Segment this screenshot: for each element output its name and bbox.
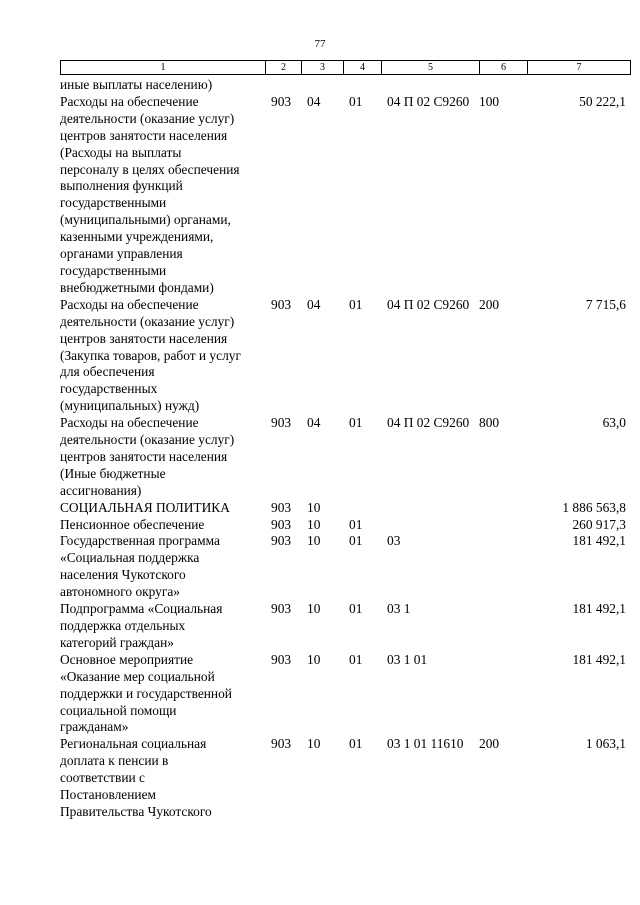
cell-col4: 01	[349, 296, 363, 312]
cell-col2: 903	[271, 533, 292, 549]
cell-col7: 7 715,6	[585, 296, 626, 312]
cell-col4: 01	[349, 516, 363, 532]
cell-col6: 200	[479, 736, 500, 752]
cell-col5: 04 П 02 С9260	[387, 296, 470, 312]
table-row	[60, 601, 630, 652]
cell-description: Расходы на обеспечение деятельности (оказание услуг) центров занятости населения (Иные бюджетные ассигнования)	[60, 415, 235, 498]
cell-col2	[265, 77, 301, 94]
cell-col6	[479, 601, 527, 652]
cell-col6: 100	[479, 93, 500, 109]
cell-col3: 10	[307, 516, 321, 532]
table-row	[60, 94, 630, 297]
cell-col2: 903	[271, 499, 292, 515]
cell-col6	[479, 500, 527, 517]
cell-col4: 01	[349, 601, 363, 617]
cell-col6: 200	[479, 296, 500, 312]
table-row	[60, 297, 630, 415]
cell-col4: 01	[349, 415, 363, 431]
cell-col5: 04 П 02 С9260	[387, 93, 470, 109]
cell-col7: 181 492,1	[572, 651, 626, 667]
cell-col7: 181 492,1	[572, 533, 626, 549]
column-header-4: 4	[344, 61, 382, 75]
cell-col3: 10	[307, 533, 321, 549]
cell-col3: 10	[307, 499, 321, 515]
cell-col2: 903	[271, 601, 292, 617]
cell-description: Основное мероприятие «Оказание мер социальной поддержки и государственной социальной помощи гражданам»	[60, 651, 232, 735]
table-row	[60, 77, 630, 94]
cell-col5	[381, 517, 479, 534]
cell-col2: 903	[271, 93, 292, 109]
cell-col6	[479, 533, 527, 601]
cell-col2: 903	[271, 736, 292, 752]
cell-col5: 03 1 01 11610	[387, 736, 464, 752]
column-header-2: 2	[266, 61, 302, 75]
cell-col4: 01	[349, 533, 363, 549]
table-row	[60, 517, 630, 534]
cell-col5	[381, 77, 479, 94]
cell-description: иные выплаты населению)	[60, 77, 213, 92]
cell-col3: 04	[307, 93, 321, 109]
cell-col6	[479, 652, 527, 737]
table-header	[60, 60, 631, 75]
cell-description: Пенсионное обеспечение	[60, 516, 205, 532]
cell-col7: 63,0	[602, 415, 626, 431]
cell-col2: 903	[271, 296, 292, 312]
cell-col3: 10	[307, 651, 321, 667]
table-row	[60, 736, 630, 821]
cell-col5	[381, 500, 479, 517]
cell-col4	[343, 500, 381, 517]
cell-col2: 903	[271, 516, 292, 532]
cell-description: Расходы на обеспечение деятельности (оказание услуг) центров занятости населения (Расходы на выплаты персоналу в целях обеспечения выполнения функций государственными (муниципальными) органами, казенными учреждениями, органами управления государственными внебюджетными фондами)	[60, 93, 240, 295]
cell-col3: 04	[307, 415, 321, 431]
table-row	[60, 533, 630, 601]
cell-col4: 01	[349, 93, 363, 109]
table-row	[60, 500, 630, 517]
cell-col5: 03 1 01	[387, 651, 428, 667]
page-number: 77	[314, 38, 326, 50]
cell-col7: 1 063,1	[585, 736, 626, 752]
cell-col4	[343, 77, 381, 94]
cell-col6	[479, 77, 527, 94]
cell-col7: 181 492,1	[572, 601, 626, 617]
column-header-6: 6	[480, 61, 528, 75]
cell-col4: 01	[349, 736, 363, 752]
cell-col6: 800	[479, 415, 500, 431]
cell-col5: 03 1	[387, 601, 411, 617]
cell-description: Государственная программа «Социальная поддержка населения Чукотского автономного округа»	[60, 533, 220, 600]
cell-col3: 10	[307, 736, 321, 752]
cell-col7: 260 917,3	[572, 516, 626, 532]
cell-col6	[479, 517, 527, 534]
cell-col2: 903	[271, 415, 292, 431]
column-header-3: 3	[302, 61, 344, 75]
cell-col7: 50 222,1	[579, 93, 626, 109]
column-header-5: 5	[382, 61, 480, 75]
cell-description: Подпрограмма «Социальная поддержка отдельных категорий граждан»	[60, 601, 223, 650]
cell-col2: 903	[271, 651, 292, 667]
column-header-7: 7	[528, 61, 631, 75]
column-header-1: 1	[61, 61, 266, 75]
cell-col3: 10	[307, 601, 321, 617]
table-row	[60, 415, 630, 500]
cell-description: Региональная социальная доплата к пенсии в соответствии с Постановлением Правительства Чукотского	[60, 736, 212, 819]
cell-col5: 04 П 02 С9260	[387, 415, 470, 431]
cell-col3	[301, 77, 343, 94]
cell-col7: 1 886 563,8	[562, 499, 626, 515]
cell-col7	[527, 77, 630, 94]
cell-description: СОЦИАЛЬНАЯ ПОЛИТИКА	[60, 499, 230, 515]
table-row	[60, 652, 630, 737]
cell-col5: 03	[387, 533, 401, 549]
cell-col3: 04	[307, 296, 321, 312]
cell-col4: 01	[349, 651, 363, 667]
cell-description: Расходы на обеспечение деятельности (оказание услуг) центров занятости населения (Закупка товаров, работ и услуг для обеспечения государственных (муниципальных) нужд)	[60, 296, 241, 414]
budget-table	[60, 77, 630, 821]
